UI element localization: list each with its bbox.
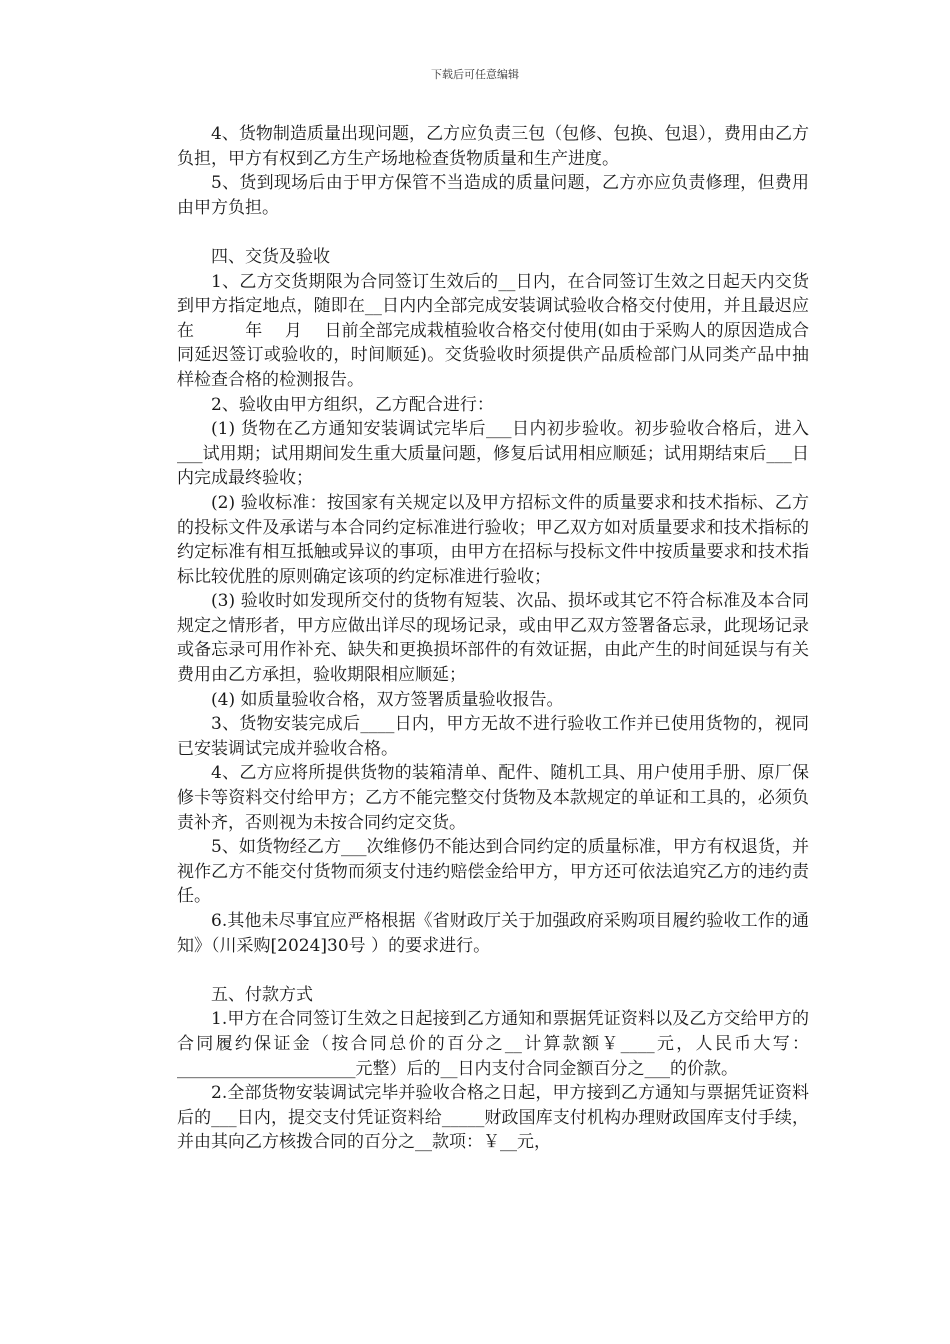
clause-4-2-1: (1) 货物在乙方通知安装调试完毕后___日内初步验收。初步验收合格后，进入___试用期；试用期间发生重大质量问题，修复后试用相应顺延；试用期结束后___日内完成最终验收； [177,419,809,489]
clause-4-2: 2、验收由甲方组织，乙方配合进行： [211,394,494,415]
header-note: 下载后可任意编辑 [431,68,519,81]
clause-4-2-4: (4) 如质量验收合格，双方签署质量验收报告。 [211,689,564,710]
blank-line [177,220,809,245]
clause-5-2: 2.全部货物安装调试完毕并验收合格之日起，甲方接到乙方通知与票据凭证资料后的___日内，提交支付凭证资料给_____财政国库支付机构办理财政国库支付手续，并由其向乙方核拨合同的百分之__款项：￥__元， [177,1083,809,1153]
clause-4-6: 6.其他未尽事宜应严格根据《省财政厅关于加强政府采购项目履约验收工作的通知》（川采购[2024]30号 ）的要求进行。 [177,911,809,956]
section-5-heading: 五、付款方式 [211,984,313,1005]
clause-4-5: 5、如货物经乙方___次维修仍不能达到合同约定的质量标准，甲方有权退货，并视作乙方不能交付货物而须支付违约赔偿金给甲方，甲方还可依法追究乙方的违约责任。 [177,837,809,907]
blank-line [177,958,809,983]
clause-4-4: 4、乙方应将所提供货物的装箱清单、配件、随机工具、用户使用手册、原厂保修卡等资料交付给甲方；乙方不能完整交付货物及本款规定的单证和工具的，必须负责补齐，否则视为未按合同约定交货。 [177,763,809,833]
document-body [177,122,809,1155]
clause-4-1: 1、乙方交货期限为合同签订生效后的__日内，在合同签订生效之日起天内交货到甲方指定地点，随即在__日内内全部完成安装调试验收合格交付使用，并且最迟应在 年 月 日前全部完成栽植验收合格交付使用(如由于采购人的原因造成合同延迟签订或验收的，时间顺延)。交货验收时须提供产品质检部门从同类产品中抽样检查合格的检测报告。 [177,271,809,390]
clause-4-3: 3、货物安装完成后____日内，甲方无故不进行验收工作并已使用货物的，视同已安装调试完成并验收合格。 [177,714,809,759]
clause-4-2-2: (2) 验收标准：按国家有关规定以及甲方招标文件的质量要求和技术指标、乙方的投标文件及承诺与本合同约定标准进行验收；甲乙双方如对质量要求和技术指标的约定标准有相互抵触或异议的事项，由甲方在招标与投标文件中按质量要求和技术指标比较优胜的原则确定该项的约定标准进行验收； [177,492,809,587]
clause-3-4: 4、货物制造质量出现问题，乙方应负责三包（包修、包换、包退），费用由乙方负担，甲方有权到乙方生产场地检查货物质量和生产进度。 [177,124,809,169]
clause-5-1: 1.甲方在合同签订生效之日起接到乙方通知和票据凭证资料以及乙方交给甲方的合同履约保证金（按合同总价的百分之__计算款额￥____元，人民币大写：_____________________元整）后的__日内支付合同金额百分之___的价款。 [177,1009,809,1079]
clause-4-2-3: (3) 验收时如发现所交付的货物有短装、次品、损坏或其它不符合标准及本合同规定之情形者，甲方应做出详尽的现场记录，或由甲乙双方签署备忘录，此现场记录或备忘录可用作补充、缺失和更换损坏部件的有效证据，由此产生的时间延误与有关费用由乙方承担，验收期限相应顺延； [177,591,809,686]
clause-3-5: 5、货到现场后由于甲方保管不当造成的质量问题，乙方亦应负责修理，但费用由甲方负担。 [177,173,809,218]
section-4-heading: 四、交货及验收 [211,246,330,267]
